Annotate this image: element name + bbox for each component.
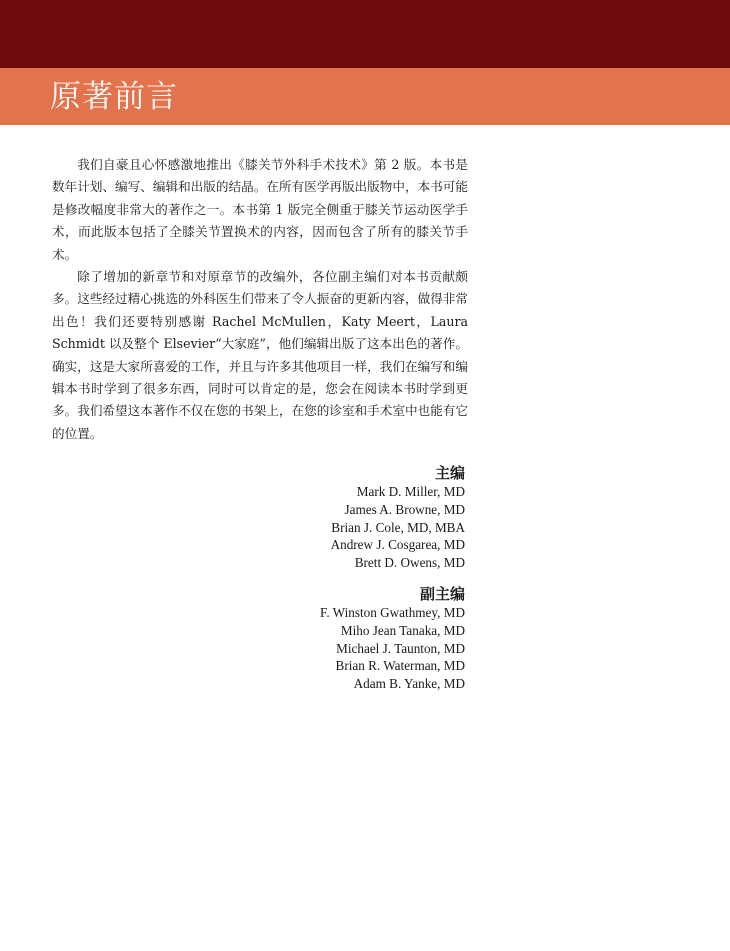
associate-editor-name: Adam B. Yanke, MD bbox=[353, 676, 465, 692]
associate-editors-section bbox=[320, 584, 465, 693]
editor-name: Brett D. Owens, MD bbox=[354, 555, 465, 571]
associate-editor-name: F. Winston Gwathmey, MD bbox=[320, 605, 465, 620]
editor-name: Mark D. Miller, MD bbox=[356, 484, 465, 499]
editors-in-chief-section bbox=[331, 463, 465, 572]
editor-name: James A. Browne, MD bbox=[344, 501, 465, 517]
editor-name: Brian J. Cole, MD, MBA bbox=[331, 519, 465, 535]
associate-editors-heading: 副主编 bbox=[419, 585, 465, 603]
associate-editor-name: Brian R. Waterman, MD bbox=[335, 658, 465, 674]
associate-editor-name: Miho Jean Tanaka, MD bbox=[340, 622, 465, 638]
title-banner bbox=[0, 68, 730, 125]
associate-editors-list bbox=[320, 604, 465, 693]
associate-editor-name: Michael J. Taunton, MD bbox=[336, 640, 465, 656]
preface-paragraph-1: 我们自豪且心怀感激地推出《膝关节外科手术技术》第 2 版。本书是数年计划、编写、编辑和出版的结晶。在所有医学再版出版物中，本书可能是修改幅度非常大的著作之一。本书第 1 版完全侧重于膝关节运动医学手术，而此版本包括了全膝关节置换术的内容，因而包含了所有的膝关节手术。 bbox=[52, 157, 468, 262]
page-title: 原著前言 bbox=[50, 79, 178, 115]
editors-in-chief-heading: 主编 bbox=[434, 464, 465, 482]
editor-name: Andrew J. Cosgarea, MD bbox=[330, 537, 465, 553]
top-color-band bbox=[0, 0, 730, 68]
preface-body bbox=[52, 154, 468, 445]
editors-in-chief-list bbox=[331, 483, 465, 572]
preface-paragraph-2: 除了增加的新章节和对原章节的改编外，各位副主编们对本书贡献颇多。这些经过精心挑选的外科医生们带来了令人振奋的更新内容，做得非常出色！我们还要特别感谢 Rachel McMullen，Katy Meert，Laura Schmidt 以及整个 Elsevier“大家庭”，他们编辑出版了这本出色的著作。确实，这是大家所喜爱的工作，并且与许多其他项目一样，我们在编写和编辑本书时学到了很多东西，同时可以肯定的是，您会在阅读本书时学到更多。我们希望这本著作不仅在您的书架上，在您的诊室和手术室中也能有它的位置。 bbox=[52, 269, 468, 441]
